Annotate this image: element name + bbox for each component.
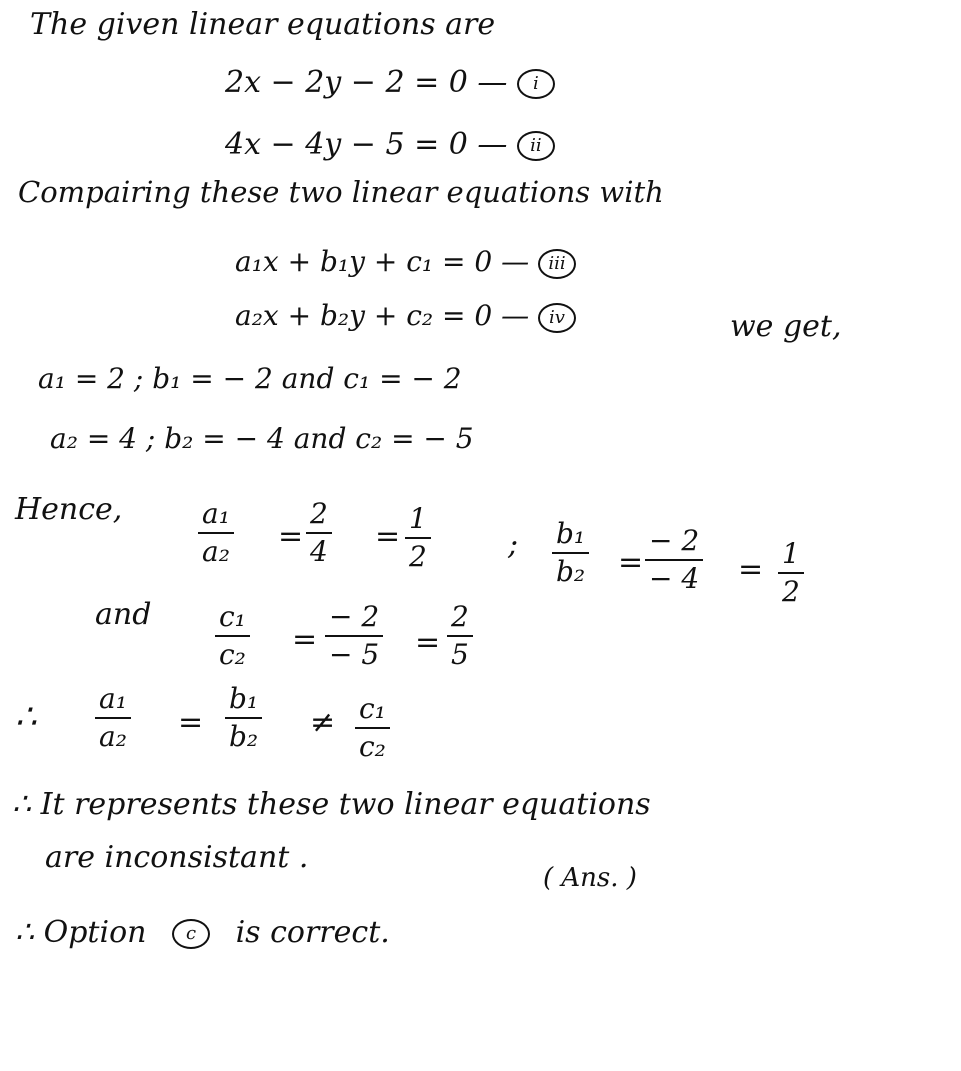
equals-sign: =	[375, 519, 401, 554]
inconsistent-line: are inconsistant .	[45, 840, 309, 875]
equals-sign: =	[278, 519, 304, 554]
equals-sign: =	[738, 552, 764, 587]
fraction-numerator: − 2	[329, 600, 380, 633]
and-label: and	[95, 597, 152, 632]
equation-4-tag: iv	[538, 303, 576, 333]
fraction-c1-c2-compare	[355, 692, 390, 763]
equation-3	[235, 245, 576, 279]
equation-1-text: 2x − 2y − 2 = 0 —	[225, 65, 508, 100]
fraction-numerator: 2	[310, 497, 328, 530]
fraction-b1-b2-compare	[225, 682, 262, 753]
fraction-numerator: b₁	[556, 517, 586, 550]
fraction-numerator: a₁	[202, 497, 230, 530]
fraction-denominator: c₂	[359, 730, 386, 763]
fraction-numerator: − 2	[649, 524, 700, 557]
fraction-2-4	[306, 497, 332, 568]
not-equal-sign: ≠	[310, 705, 336, 740]
fraction-b1-b2	[552, 517, 589, 588]
fraction-numerator: a₁	[99, 682, 127, 715]
fraction-denominator: 2	[409, 540, 427, 573]
represents-line: ∴ It represents these two linear equations	[12, 787, 651, 822]
equals-sign: =	[292, 622, 318, 657]
fraction-minus2-minus5	[325, 600, 383, 671]
fraction-denominator: 5	[451, 638, 469, 671]
equation-1	[225, 65, 555, 100]
coefficients-line-2: a₂ = 4 ; b₂ = − 4 and c₂ = − 5	[50, 422, 474, 455]
therefore-symbol: ∴	[15, 697, 37, 737]
comparing-line: Compairing these two linear equations with	[18, 175, 664, 209]
equation-2-tag: ii	[517, 131, 555, 161]
fraction-1-2	[405, 502, 431, 573]
hence-label: Hence,	[15, 492, 123, 527]
option-line	[15, 915, 390, 950]
fraction-c1-c2	[215, 600, 250, 671]
fraction-numerator: c₁	[359, 692, 386, 725]
equals-sign: =	[415, 625, 441, 660]
we-get-text: we get,	[730, 309, 842, 344]
equation-3-tag: iii	[538, 249, 576, 279]
semicolon: ;	[508, 527, 519, 562]
fraction-denominator: c₂	[219, 638, 246, 671]
fraction-a1-a2-compare	[95, 682, 131, 753]
fraction-2-5	[447, 600, 473, 671]
fraction-denominator: a₂	[99, 720, 127, 753]
equation-1-tag: i	[517, 69, 555, 99]
fraction-1-2-b	[778, 537, 804, 608]
fraction-denominator: a₂	[202, 535, 230, 568]
fraction-numerator: 2	[451, 600, 469, 633]
fraction-denominator: b₂	[229, 720, 259, 753]
equals-sign: =	[178, 705, 204, 740]
coefficients-line-1: a₁ = 2 ; b₁ = − 2 and c₁ = − 2	[38, 362, 462, 395]
option-prefix: ∴ Option	[15, 915, 147, 950]
answer-label: ( Ans. )	[543, 863, 637, 893]
equation-4-text: a₂x + b₂y + c₂ = 0 —	[235, 299, 530, 332]
fraction-numerator: 1	[782, 537, 800, 570]
fraction-numerator: 1	[409, 502, 427, 535]
fraction-denominator: b₂	[556, 555, 586, 588]
equation-2-text: 4x − 4y − 5 = 0 —	[225, 127, 508, 162]
fraction-numerator: c₁	[219, 600, 246, 633]
fraction-numerator: b₁	[229, 682, 259, 715]
option-letter-circle: c	[172, 919, 210, 949]
option-suffix: is correct.	[235, 915, 390, 950]
equation-4	[235, 299, 576, 333]
intro-line: The given linear equations are	[30, 7, 496, 42]
fraction-a1-a2	[198, 497, 234, 568]
fraction-denominator: − 5	[329, 638, 380, 671]
fraction-minus2-minus4	[645, 524, 703, 595]
equals-sign: =	[618, 545, 644, 580]
fraction-denominator: − 4	[649, 562, 700, 595]
fraction-denominator: 2	[782, 575, 800, 608]
equation-2	[225, 127, 555, 162]
equation-3-text: a₁x + b₁y + c₁ = 0 —	[235, 245, 530, 278]
fraction-denominator: 4	[310, 535, 328, 568]
